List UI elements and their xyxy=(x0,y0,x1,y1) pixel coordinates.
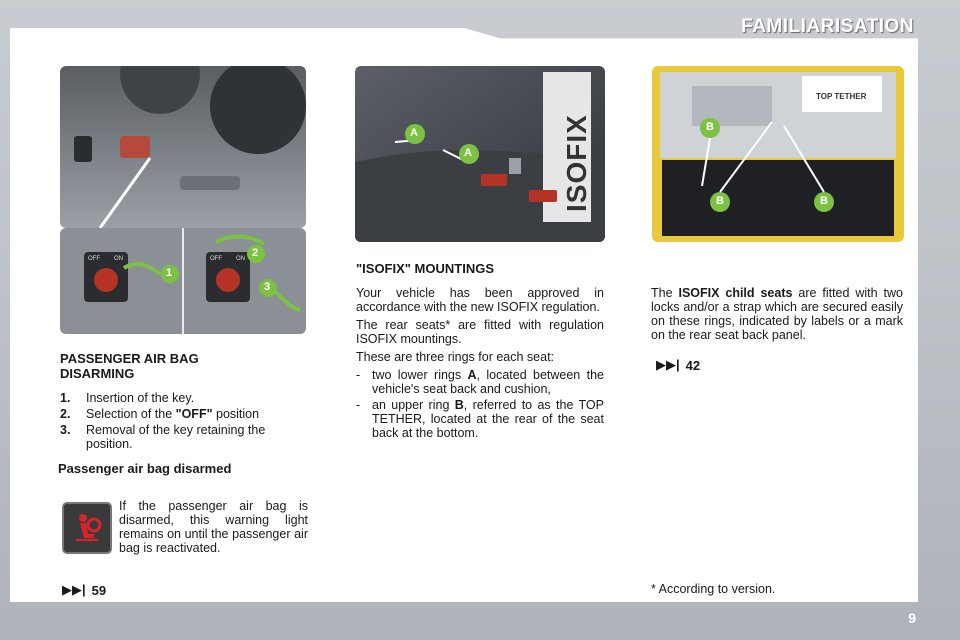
airbag-disarmed-text: If the passenger air bag is disarmed, this warning light remains on until the passenger air bag is reactivated. xyxy=(119,499,308,555)
child-seat-text: The ISOFIX child seats are fitted with two locks and/or a strap which are secured easily on these rings, indicated by labels or a mark on the rear seat back panel. xyxy=(651,286,903,342)
top-tether-label: TOP TETHER xyxy=(816,92,867,101)
list-item: - two lower rings A, located between the vehicle's seat back and cushion, xyxy=(356,368,604,396)
airbag-steps-list xyxy=(60,391,310,453)
isofix-paragraph-1: Your vehicle has been approved in accordance with the new ISOFIX regulation. xyxy=(356,286,604,314)
switch-label-off-2: OFF xyxy=(210,256,222,262)
step-number: 3. xyxy=(60,423,71,437)
callout-1: 1 xyxy=(166,267,173,279)
child-seat-page-ref[interactable] xyxy=(656,357,700,373)
callout-b-2: B xyxy=(716,195,724,207)
step-text: Insertion of the key. xyxy=(86,391,195,405)
key-switch-photo xyxy=(60,228,306,334)
isofix-photo-label: ISOFIX xyxy=(561,114,592,212)
forward-arrow-icon: ▶▶| xyxy=(62,582,86,597)
isofix-section-title: "ISOFIX" MOUNTINGS xyxy=(356,261,494,276)
warning-light xyxy=(62,502,112,554)
footnote: * According to version. xyxy=(651,582,776,596)
page-number: 9 xyxy=(908,610,916,626)
page-title: FAMILIARISATION xyxy=(741,16,914,37)
isofix-body xyxy=(356,286,604,442)
step-1 xyxy=(60,391,310,405)
switch-label-on-1: ON xyxy=(114,256,123,262)
step-2 xyxy=(60,407,310,421)
switch-label-on-2: ON xyxy=(236,256,245,262)
airbag-disarmed-title: Passenger air bag disarmed xyxy=(58,461,232,476)
airbag-warning-icon xyxy=(72,512,102,544)
list-item: - an upper ring B, referred to as the TOP TETHER, located at the rear of the seat back at the bottom. xyxy=(356,398,604,440)
airbag-page-ref[interactable] xyxy=(62,582,106,598)
trunk-photo xyxy=(652,66,904,242)
step-number: 2. xyxy=(60,407,71,421)
isofix-paragraph-2: The rear seats* are fitted with regulation ISOFIX mountings. xyxy=(356,318,604,346)
callout-2: 2 xyxy=(252,247,259,259)
step-3 xyxy=(60,423,310,451)
callout-a-1: A xyxy=(410,127,418,139)
dashboard-photo xyxy=(60,66,306,228)
callout-a-2: A xyxy=(464,147,472,159)
switch-label-off-1: OFF xyxy=(88,256,100,262)
isofix-seat-photo xyxy=(355,66,605,242)
child-seat-ref-number: 42 xyxy=(685,357,701,373)
isofix-paragraph-3: These are three rings for each seat: xyxy=(356,350,555,364)
callout-b-1: B xyxy=(706,121,714,133)
callout-b-3: B xyxy=(820,195,828,207)
step-number: 1. xyxy=(60,391,71,405)
airbag-ref-number: 59 xyxy=(91,582,107,598)
airbag-section-title: PASSENGER AIR BAG DISARMING xyxy=(60,351,199,381)
step-text: Removal of the key retaining the position. xyxy=(86,423,266,451)
callout-3: 3 xyxy=(264,281,271,293)
forward-arrow-icon: ▶▶| xyxy=(656,357,680,372)
step-text: Selection of the "OFF" position xyxy=(86,407,260,421)
isofix-rings-list xyxy=(356,368,604,440)
